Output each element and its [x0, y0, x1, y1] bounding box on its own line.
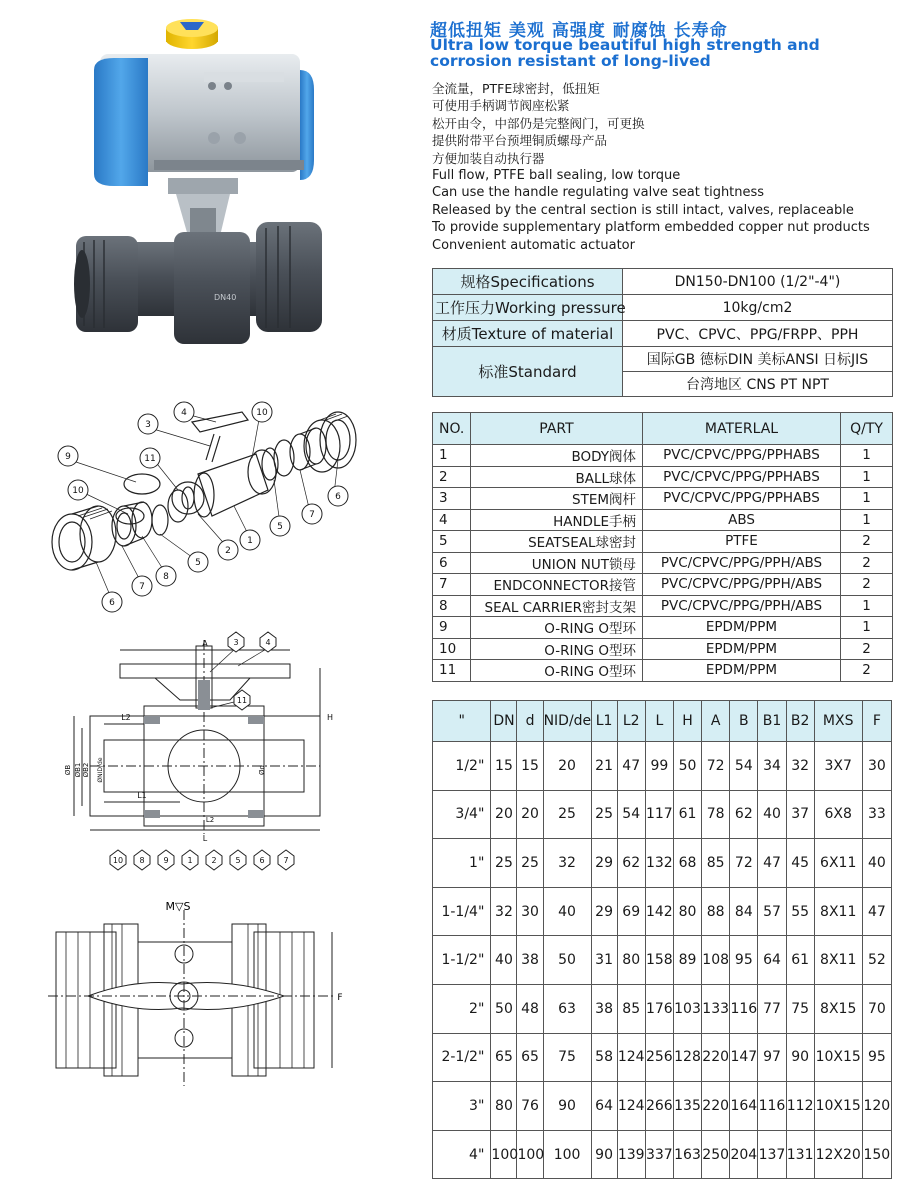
feature-cn: 松开由令，中部仍是完整阀门，可更换	[432, 115, 645, 131]
dimension-cell: 30	[517, 887, 543, 936]
dimension-label: A	[202, 639, 208, 648]
dimension-cell: 68	[673, 839, 701, 888]
part-quantity: 2	[841, 638, 893, 660]
material-label: 材质Texture of material	[433, 321, 623, 347]
dimension-cell: 69	[617, 887, 645, 936]
dimension-label: L1	[137, 791, 147, 800]
dimension-cell: 64	[758, 936, 786, 985]
f-label: F	[337, 993, 343, 1003]
dimension-cell: 120	[862, 1082, 891, 1131]
column-header: Q/TY	[841, 413, 893, 445]
feature-list	[432, 80, 870, 254]
callout-label: 1	[187, 856, 193, 865]
callout-label: 8	[139, 856, 145, 865]
dimension-cell: 164	[730, 1082, 758, 1131]
feature-en: To provide supplementary platform embedded copper nut products	[432, 220, 870, 236]
column-header: A	[702, 701, 730, 742]
part-material: PVC/CPVC/PPG/PPHABS	[643, 488, 841, 510]
feature-en: Released by the central section is still intact, valves, replaceable	[432, 202, 854, 218]
dimension-cell: 61	[786, 936, 814, 985]
dimension-cell: 108	[702, 936, 730, 985]
dimension-cell: 37	[786, 790, 814, 839]
dimension-label: L2	[121, 713, 131, 722]
part-material: PVC/CPVC/PPG/PPH/ABS	[643, 552, 841, 574]
dimension-cell: 112	[786, 1082, 814, 1131]
dimension-cell: 77	[758, 984, 786, 1033]
column-header: DN	[491, 701, 517, 742]
table-row	[433, 617, 893, 639]
dimension-cell: 204	[730, 1130, 758, 1179]
standard-value: 台湾地区 CNS PT NPT	[623, 372, 893, 397]
part-number: 11	[433, 660, 471, 682]
dimension-cell: 52	[862, 936, 891, 985]
part-number: 7	[433, 574, 471, 596]
dimension-cell: 99	[645, 742, 673, 791]
dimension-cell: 50	[491, 984, 517, 1033]
column-header: L2	[617, 701, 645, 742]
dimension-cell: 32	[543, 839, 591, 888]
callout-label: 3	[145, 420, 151, 430]
dimension-cell: 30	[862, 742, 891, 791]
dimension-cell: 88	[702, 887, 730, 936]
table-row	[433, 742, 892, 791]
dimension-cell: 158	[645, 936, 673, 985]
standard-label: 标准Standard	[433, 347, 623, 397]
callout-label: 8	[163, 572, 169, 582]
part-quantity: 2	[841, 552, 893, 574]
table-row	[433, 321, 893, 347]
dimension-cell: 29	[591, 839, 617, 888]
part-name: O-RING O型环	[471, 638, 643, 660]
column-header: B2	[786, 701, 814, 742]
column-header: B	[730, 701, 758, 742]
table-header-row	[433, 413, 893, 445]
part-material: ABS	[643, 509, 841, 531]
dimension-cell: 47	[617, 742, 645, 791]
dimension-cell: 15	[517, 742, 543, 791]
dimension-cell: 142	[645, 887, 673, 936]
callout-label: 6	[335, 492, 341, 502]
callout-label: 9	[65, 452, 71, 462]
column-header: NO.	[433, 413, 471, 445]
dimension-cell: 62	[730, 790, 758, 839]
dimension-cell: 131	[786, 1130, 814, 1179]
exploded-view-diagram	[38, 398, 358, 620]
dimension-cell: 85	[617, 984, 645, 1033]
heading-chinese: 超低扭矩 美观 高强度 耐腐蚀 长寿命	[430, 21, 728, 41]
dimension-cell: 15	[491, 742, 517, 791]
dimension-cell: 78	[702, 790, 730, 839]
dimension-cell: 75	[786, 984, 814, 1033]
parts-table	[432, 412, 893, 682]
column-header: L1	[591, 701, 617, 742]
size-cell: 1/2"	[433, 742, 491, 791]
dimension-cell: 97	[758, 1033, 786, 1082]
dimension-cell: 32	[491, 887, 517, 936]
column-header: d	[517, 701, 543, 742]
dimension-cell: 33	[862, 790, 891, 839]
table-row	[433, 984, 892, 1033]
svg-text:DN40: DN40	[214, 293, 237, 302]
dimension-cell: 47	[758, 839, 786, 888]
table-row	[433, 638, 893, 660]
dimension-cell: 70	[862, 984, 891, 1033]
part-quantity: 2	[841, 574, 893, 596]
table-row	[433, 466, 893, 488]
size-cell: 3/4"	[433, 790, 491, 839]
callout-label: 1	[247, 536, 253, 546]
part-name: ENDCONNECTOR接管	[471, 574, 643, 596]
dimension-label: ØB	[64, 764, 72, 776]
dimension-cell: 50	[543, 936, 591, 985]
dimension-cell: 34	[758, 742, 786, 791]
dimension-cell: 65	[491, 1033, 517, 1082]
callout-label: 10	[72, 486, 84, 496]
dimension-label: ØNID/de	[97, 757, 104, 783]
dimension-cell: 89	[673, 936, 701, 985]
dimension-cell: 256	[645, 1033, 673, 1082]
dimension-cell: 54	[730, 742, 758, 791]
column-header: PART	[471, 413, 643, 445]
column-header: H	[673, 701, 701, 742]
callout-label: 4	[181, 408, 187, 418]
dimensions-table	[432, 700, 892, 1179]
dimension-cell: 40	[758, 790, 786, 839]
dimension-cell: 220	[702, 1082, 730, 1131]
feature-cn: 提供附带平台预埋铜质螺母产品	[432, 133, 608, 149]
pressure-value: 10kg/cm2	[623, 295, 893, 321]
part-material: PVC/CPVC/PPG/PPH/ABS	[643, 595, 841, 617]
valve-photo	[64, 10, 336, 370]
dimension-cell: 29	[591, 887, 617, 936]
callout-label: 10	[112, 856, 124, 865]
dimension-cell: 100	[517, 1130, 543, 1179]
table-row	[433, 269, 893, 295]
table-row	[433, 347, 893, 372]
dimension-cell: 250	[702, 1130, 730, 1179]
callout-label: 10	[256, 408, 268, 418]
dimension-cell: 64	[591, 1082, 617, 1131]
size-cell: 1-1/2"	[433, 936, 491, 985]
part-name: SEAL CARRIER密封支架	[471, 595, 643, 617]
dimension-label: ØB1	[74, 762, 82, 778]
part-name: BALL球体	[471, 466, 643, 488]
dimension-cell: 31	[591, 936, 617, 985]
callout-label: 7	[309, 510, 315, 520]
dimension-cell: 6X8	[814, 790, 862, 839]
column-header: MATERLAL	[643, 413, 841, 445]
part-number: 8	[433, 595, 471, 617]
dimension-cell: 38	[591, 984, 617, 1033]
part-material: EPDM/PPM	[643, 660, 841, 682]
part-number: 5	[433, 531, 471, 553]
part-material: PVC/CPVC/PPG/PPHABS	[643, 445, 841, 467]
part-quantity: 1	[841, 466, 893, 488]
dimension-label: L2	[205, 816, 215, 824]
part-name: UNION NUT锁母	[471, 552, 643, 574]
size-cell: 3"	[433, 1082, 491, 1131]
size-cell: 4"	[433, 1130, 491, 1179]
dimension-cell: 133	[702, 984, 730, 1033]
dimension-cell: 150	[862, 1130, 891, 1179]
dimension-cell: 116	[730, 984, 758, 1033]
column-header: B1	[758, 701, 786, 742]
dimension-cell: 75	[543, 1033, 591, 1082]
feature-cn: 方便加装自动执行器	[432, 150, 545, 166]
part-name: O-RING O型环	[471, 660, 643, 682]
dimension-cell: 116	[758, 1082, 786, 1131]
dimension-cell: 55	[786, 887, 814, 936]
part-name: BODY阀体	[471, 445, 643, 467]
section-drawing	[60, 620, 340, 882]
dimension-cell: 25	[491, 839, 517, 888]
dimension-cell: 3X7	[814, 742, 862, 791]
table-row	[433, 552, 893, 574]
part-quantity: 1	[841, 595, 893, 617]
spec-value: DN150-DN100 (1/2"-4")	[623, 269, 893, 295]
dimension-cell: 124	[617, 1033, 645, 1082]
table-row	[433, 887, 892, 936]
dimension-cell: 50	[673, 742, 701, 791]
table-header-row	[433, 701, 892, 742]
callout-label: 6	[259, 856, 265, 865]
dimension-cell: 25	[543, 790, 591, 839]
dimension-cell: 80	[673, 887, 701, 936]
size-cell: 2-1/2"	[433, 1033, 491, 1082]
dimension-cell: 90	[543, 1082, 591, 1131]
part-quantity: 1	[841, 509, 893, 531]
table-row	[433, 574, 893, 596]
top-view-drawing	[36, 896, 346, 1096]
table-row	[433, 1130, 892, 1179]
dimension-cell: 176	[645, 984, 673, 1033]
callout-label: 5	[195, 558, 201, 568]
dimension-cell: 12X20	[814, 1130, 862, 1179]
dimension-cell: 72	[702, 742, 730, 791]
callout-label: 11	[144, 454, 156, 464]
callout-label: 4	[265, 638, 271, 647]
table-row	[433, 936, 892, 985]
dimension-cell: 40	[543, 887, 591, 936]
feature-cn: 可使用手柄调节阀座松紧	[432, 98, 570, 114]
dimension-cell: 95	[862, 1033, 891, 1082]
dimension-cell: 80	[617, 936, 645, 985]
column-header: NID/de	[543, 701, 591, 742]
dimension-cell: 54	[617, 790, 645, 839]
column-header: L	[645, 701, 673, 742]
feature-en: Convenient automatic actuator	[432, 237, 635, 253]
dimension-cell: 48	[517, 984, 543, 1033]
dimension-cell: 95	[730, 936, 758, 985]
dimension-cell: 220	[702, 1033, 730, 1082]
column-header: MXS	[814, 701, 862, 742]
dimension-cell: 32	[786, 742, 814, 791]
dimension-cell: 62	[617, 839, 645, 888]
heading-english: Ultra low torque beautiful high strength and corrosion resistant of long-lived	[430, 36, 820, 70]
dimension-cell: 45	[786, 839, 814, 888]
dimension-cell: 72	[730, 839, 758, 888]
table-row	[433, 790, 892, 839]
dimension-cell: 80	[491, 1082, 517, 1131]
size-cell: 1"	[433, 839, 491, 888]
column-header: "	[433, 701, 491, 742]
dimension-cell: 90	[786, 1033, 814, 1082]
dimension-label: H	[326, 713, 334, 722]
dimension-cell: 139	[617, 1130, 645, 1179]
table-row	[433, 1082, 892, 1131]
part-material: PVC/CPVC/PPG/PPH/ABS	[643, 574, 841, 596]
dimension-label: ØB2	[82, 762, 90, 778]
part-quantity: 1	[841, 445, 893, 467]
size-cell: 1-1/4"	[433, 887, 491, 936]
table-row	[433, 488, 893, 510]
spec-label: 规格Specifications	[433, 269, 623, 295]
callout-label: 2	[225, 546, 231, 556]
dimension-cell: 103	[673, 984, 701, 1033]
callout-label: 11	[236, 696, 248, 705]
dimension-cell: 10X15	[814, 1033, 862, 1082]
part-quantity: 1	[841, 617, 893, 639]
part-number: 10	[433, 638, 471, 660]
dimension-cell: 47	[862, 887, 891, 936]
dimension-label: L	[202, 834, 208, 843]
dimension-cell: 100	[491, 1130, 517, 1179]
mxs-label: M▽S	[165, 900, 191, 913]
part-quantity: 2	[841, 531, 893, 553]
dimension-cell: 61	[673, 790, 701, 839]
pressure-label: 工作压力Working pressure	[433, 295, 623, 321]
dimension-cell: 8X15	[814, 984, 862, 1033]
standard-value: 国际GB 德标DIN 美标ANSI 日标JIS	[623, 347, 893, 372]
callout-label: 7	[283, 856, 289, 865]
dimension-cell: 20	[517, 790, 543, 839]
dimension-cell: 40	[862, 839, 891, 888]
column-header: F	[862, 701, 891, 742]
dimension-cell: 8X11	[814, 887, 862, 936]
table-row	[433, 445, 893, 467]
dimension-cell: 58	[591, 1033, 617, 1082]
callout-label: 6	[109, 598, 115, 608]
part-number: 1	[433, 445, 471, 467]
feature-en: Can use the handle regulating valve seat tightness	[432, 185, 765, 201]
dimension-cell: 117	[645, 790, 673, 839]
part-name: HANDLE手柄	[471, 509, 643, 531]
dimension-cell: 163	[673, 1130, 701, 1179]
part-number: 9	[433, 617, 471, 639]
dimension-cell: 76	[517, 1082, 543, 1131]
callout-label: 9	[163, 856, 169, 865]
part-name: SEATSEAL球密封	[471, 531, 643, 553]
callout-label: 5	[235, 856, 241, 865]
dimension-cell: 147	[730, 1033, 758, 1082]
table-row	[433, 509, 893, 531]
specification-table	[432, 268, 893, 397]
dimension-label: Ød	[258, 765, 266, 775]
dimension-cell: 84	[730, 887, 758, 936]
callout-label: 3	[233, 638, 239, 647]
dimension-cell: 6X11	[814, 839, 862, 888]
dimension-cell: 85	[702, 839, 730, 888]
table-row	[433, 295, 893, 321]
part-material: PVC/CPVC/PPG/PPHABS	[643, 466, 841, 488]
part-name: O-RING O型环	[471, 617, 643, 639]
dimension-cell: 8X11	[814, 936, 862, 985]
part-number: 2	[433, 466, 471, 488]
dimension-cell: 132	[645, 839, 673, 888]
callout-label: 5	[277, 522, 283, 532]
size-cell: 2"	[433, 984, 491, 1033]
table-row	[433, 1033, 892, 1082]
feature-en: Full flow, PTFE ball sealing, low torque	[432, 168, 681, 184]
table-row	[433, 595, 893, 617]
dimension-cell: 100	[543, 1130, 591, 1179]
dimension-cell: 135	[673, 1082, 701, 1131]
part-name: STEM阀杆	[471, 488, 643, 510]
part-material: EPDM/PPM	[643, 638, 841, 660]
dimension-cell: 65	[517, 1033, 543, 1082]
dimension-cell: 124	[617, 1082, 645, 1131]
callout-label: 2	[211, 856, 217, 865]
part-number: 3	[433, 488, 471, 510]
dimension-cell: 63	[543, 984, 591, 1033]
dimension-cell: 25	[591, 790, 617, 839]
part-material: PTFE	[643, 531, 841, 553]
dimension-cell: 337	[645, 1130, 673, 1179]
part-number: 6	[433, 552, 471, 574]
part-quantity: 2	[841, 660, 893, 682]
feature-cn: 全流量，PTFE球密封，低扭矩	[432, 81, 600, 96]
dimension-cell: 21	[591, 742, 617, 791]
dimension-cell: 128	[673, 1033, 701, 1082]
dimension-cell: 25	[517, 839, 543, 888]
dimension-cell: 40	[491, 936, 517, 985]
table-row	[433, 531, 893, 553]
part-number: 4	[433, 509, 471, 531]
callout-label: 7	[139, 582, 145, 592]
dimension-cell: 137	[758, 1130, 786, 1179]
dimension-cell: 20	[543, 742, 591, 791]
part-material: EPDM/PPM	[643, 617, 841, 639]
table-row	[433, 660, 893, 682]
dimension-cell: 90	[591, 1130, 617, 1179]
dimension-cell: 57	[758, 887, 786, 936]
material-value: PVC、CPVC、PPG/FRPP、PPH	[623, 321, 893, 347]
table-row	[433, 839, 892, 888]
dimension-cell: 10X15	[814, 1082, 862, 1131]
part-quantity: 1	[841, 488, 893, 510]
dimension-cell: 20	[491, 790, 517, 839]
dimension-cell: 38	[517, 936, 543, 985]
dimension-cell: 266	[645, 1082, 673, 1131]
